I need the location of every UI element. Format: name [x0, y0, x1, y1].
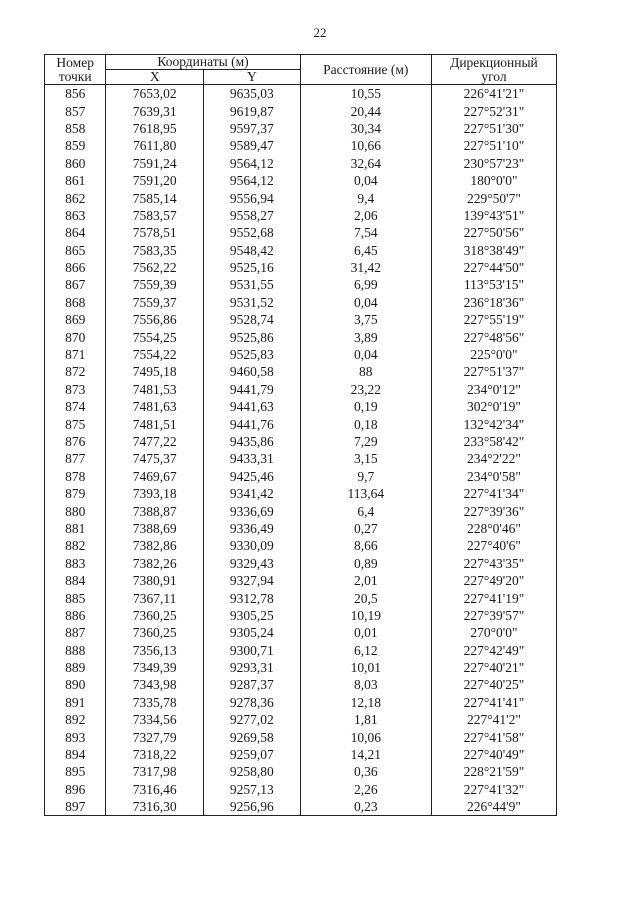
- direction-angle-cell: 227°42'49": [431, 642, 556, 659]
- y-coordinate-cell: 9300,71: [204, 642, 301, 659]
- distance-cell: 2,01: [300, 572, 431, 589]
- table-body: [45, 85, 557, 816]
- direction-angle-cell: 227°51'10": [431, 137, 556, 154]
- direction-angle-cell: 180°0'0": [431, 172, 556, 189]
- y-coordinate-cell: 9552,68: [204, 224, 301, 241]
- point-number-cell: 862: [45, 189, 106, 206]
- table-row: [45, 763, 557, 780]
- y-coordinate-cell: 9336,49: [204, 520, 301, 537]
- direction-angle-cell: 227°51'30": [431, 120, 556, 137]
- y-coordinate-cell: 9564,12: [204, 172, 301, 189]
- point-number-cell: 896: [45, 781, 106, 798]
- y-coordinate-cell: 9336,69: [204, 502, 301, 519]
- table-row: [45, 207, 557, 224]
- x-coordinate-cell: 7382,86: [106, 537, 204, 554]
- coordinates-header: Координаты (м): [106, 55, 300, 70]
- distance-cell: 3,15: [300, 450, 431, 467]
- x-coordinate-cell: 7477,22: [106, 433, 204, 450]
- distance-cell: 0,04: [300, 294, 431, 311]
- point-number-cell: 868: [45, 294, 106, 311]
- point-number-header-line2: точки: [58, 68, 92, 84]
- direction-angle-cell: 227°40'21": [431, 659, 556, 676]
- y-coordinate-cell: 9531,52: [204, 294, 301, 311]
- direction-angle-cell: 227°52'31": [431, 102, 556, 119]
- point-number-cell: 882: [45, 537, 106, 554]
- distance-cell: 6,99: [300, 276, 431, 293]
- point-number-cell: 863: [45, 207, 106, 224]
- direction-angle-cell: 227°49'20": [431, 572, 556, 589]
- point-number-cell: 866: [45, 259, 106, 276]
- x-coordinate-cell: 7393,18: [106, 485, 204, 502]
- table-row: [45, 381, 557, 398]
- table-row: [45, 642, 557, 659]
- x-coordinate-cell: 7316,30: [106, 798, 204, 816]
- x-coordinate-cell: 7562,22: [106, 259, 204, 276]
- direction-angle-cell: 139°43'51": [431, 207, 556, 224]
- direction-angle-cell: 227°40'6": [431, 537, 556, 554]
- distance-cell: 32,64: [300, 155, 431, 172]
- distance-cell: 9,4: [300, 189, 431, 206]
- distance-cell: 6,4: [300, 502, 431, 519]
- x-coordinate-cell: 7316,46: [106, 781, 204, 798]
- point-number-cell: 869: [45, 311, 106, 328]
- y-coordinate-cell: 9277,02: [204, 711, 301, 728]
- direction-angle-cell: 227°41'34": [431, 485, 556, 502]
- point-number-cell: 897: [45, 798, 106, 816]
- point-number-cell: 894: [45, 746, 106, 763]
- y-coordinate-cell: 9597,37: [204, 120, 301, 137]
- x-coordinate-cell: 7382,26: [106, 555, 204, 572]
- direction-angle-cell: 227°40'25": [431, 676, 556, 693]
- y-coordinate-cell: 9441,79: [204, 381, 301, 398]
- table-row: [45, 346, 557, 363]
- distance-cell: 0,23: [300, 798, 431, 816]
- y-coordinate-cell: 9531,55: [204, 276, 301, 293]
- table-row: [45, 485, 557, 502]
- table-row: [45, 102, 557, 119]
- direction-angle-cell: 225°0'0": [431, 346, 556, 363]
- x-coordinate-cell: 7618,95: [106, 120, 204, 137]
- point-number-cell: 888: [45, 642, 106, 659]
- x-coordinate-cell: 7356,13: [106, 642, 204, 659]
- y-coordinate-cell: 9635,03: [204, 85, 301, 103]
- point-number-cell: 886: [45, 607, 106, 624]
- point-number-header-line1: Номер: [56, 54, 94, 70]
- distance-cell: 113,64: [300, 485, 431, 502]
- table-header: [45, 55, 557, 85]
- table-row: [45, 555, 557, 572]
- x-coordinate-cell: 7334,56: [106, 711, 204, 728]
- y-coordinate-cell: 9278,36: [204, 694, 301, 711]
- x-coordinate-cell: 7343,98: [106, 676, 204, 693]
- distance-cell: 0,04: [300, 172, 431, 189]
- point-number-cell: 875: [45, 415, 106, 432]
- direction-angle-header-line2: угол: [481, 68, 507, 84]
- y-coordinate-cell: 9528,74: [204, 311, 301, 328]
- point-number-cell: 873: [45, 381, 106, 398]
- point-number-cell: 856: [45, 85, 106, 103]
- x-coordinate-cell: 7559,39: [106, 276, 204, 293]
- distance-cell: 0,27: [300, 520, 431, 537]
- table-row: [45, 468, 557, 485]
- direction-angle-cell: 227°51'37": [431, 363, 556, 380]
- distance-cell: 0,18: [300, 415, 431, 432]
- table-row: [45, 276, 557, 293]
- y-coordinate-cell: 9329,43: [204, 555, 301, 572]
- table-row: [45, 294, 557, 311]
- x-coordinate-cell: 7349,39: [106, 659, 204, 676]
- distance-cell: 10,19: [300, 607, 431, 624]
- x-coordinate-cell: 7556,86: [106, 311, 204, 328]
- distance-cell: 88: [300, 363, 431, 380]
- point-number-header: [45, 55, 106, 85]
- x-coordinate-cell: 7388,69: [106, 520, 204, 537]
- x-coordinate-cell: 7611,80: [106, 137, 204, 154]
- direction-angle-cell: 227°44'50": [431, 259, 556, 276]
- direction-angle-cell: 230°57'23": [431, 155, 556, 172]
- table-row: [45, 676, 557, 693]
- distance-cell: 3,75: [300, 311, 431, 328]
- point-number-cell: 891: [45, 694, 106, 711]
- direction-angle-cell: 132°42'34": [431, 415, 556, 432]
- direction-angle-cell: 226°44'9": [431, 798, 556, 816]
- direction-angle-cell: 227°39'36": [431, 502, 556, 519]
- direction-angle-cell: 318°38'49": [431, 242, 556, 259]
- x-coordinate-cell: 7583,57: [106, 207, 204, 224]
- table-row: [45, 120, 557, 137]
- distance-cell: 2,06: [300, 207, 431, 224]
- point-number-cell: 881: [45, 520, 106, 537]
- x-coordinate-cell: 7495,18: [106, 363, 204, 380]
- x-coordinate-cell: 7335,78: [106, 694, 204, 711]
- x-coordinate-cell: 7481,63: [106, 398, 204, 415]
- table-row: [45, 607, 557, 624]
- point-number-cell: 889: [45, 659, 106, 676]
- table-row: [45, 85, 557, 103]
- y-coordinate-cell: 9287,37: [204, 676, 301, 693]
- direction-angle-cell: 227°48'56": [431, 328, 556, 345]
- y-coordinate-cell: 9341,42: [204, 485, 301, 502]
- direction-angle-cell: 113°53'15": [431, 276, 556, 293]
- point-number-cell: 879: [45, 485, 106, 502]
- table-row: [45, 711, 557, 728]
- point-number-cell: 874: [45, 398, 106, 415]
- table-row: [45, 746, 557, 763]
- point-number-cell: 872: [45, 363, 106, 380]
- distance-cell: 6,45: [300, 242, 431, 259]
- point-number-cell: 885: [45, 589, 106, 606]
- table-row: [45, 189, 557, 206]
- x-coordinate-cell: 7481,51: [106, 415, 204, 432]
- distance-cell: 10,66: [300, 137, 431, 154]
- point-number-cell: 858: [45, 120, 106, 137]
- distance-cell: 0,01: [300, 624, 431, 641]
- x-coordinate-cell: 7388,87: [106, 502, 204, 519]
- x-coordinate-cell: 7360,25: [106, 624, 204, 641]
- point-number-cell: 867: [45, 276, 106, 293]
- x-coordinate-cell: 7317,98: [106, 763, 204, 780]
- table-row: [45, 155, 557, 172]
- x-coordinate-cell: 7475,37: [106, 450, 204, 467]
- y-coordinate-cell: 9305,24: [204, 624, 301, 641]
- table-row: [45, 328, 557, 345]
- table-row: [45, 572, 557, 589]
- page-number: 22: [313, 25, 327, 40]
- direction-angle-cell: 227°50'56": [431, 224, 556, 241]
- table-row: [45, 537, 557, 554]
- table-row: [45, 433, 557, 450]
- y-coordinate-cell: 9425,46: [204, 468, 301, 485]
- direction-angle-header: [431, 55, 556, 85]
- distance-header: Расстояние (м): [300, 55, 431, 85]
- y-coordinate-cell: 9441,76: [204, 415, 301, 432]
- direction-angle-cell: 227°55'19": [431, 311, 556, 328]
- y-coordinate-cell: 9589,47: [204, 137, 301, 154]
- table-row: [45, 624, 557, 641]
- x-coordinate-cell: 7583,35: [106, 242, 204, 259]
- direction-angle-cell: 227°41'19": [431, 589, 556, 606]
- x-coordinate-cell: 7591,20: [106, 172, 204, 189]
- y-coordinate-cell: 9525,16: [204, 259, 301, 276]
- direction-angle-cell: 227°40'49": [431, 746, 556, 763]
- distance-cell: 7,29: [300, 433, 431, 450]
- y-coordinate-cell: 9327,94: [204, 572, 301, 589]
- x-coordinate-cell: 7653,02: [106, 85, 204, 103]
- x-coordinate-cell: 7380,91: [106, 572, 204, 589]
- point-number-cell: 880: [45, 502, 106, 519]
- y-coordinate-cell: 9525,86: [204, 328, 301, 345]
- distance-cell: 10,55: [300, 85, 431, 103]
- x-header: X: [106, 70, 204, 85]
- header-row: [45, 55, 557, 70]
- table-row: [45, 798, 557, 816]
- x-coordinate-cell: 7327,79: [106, 728, 204, 745]
- x-coordinate-cell: 7367,11: [106, 589, 204, 606]
- point-number-cell: 857: [45, 102, 106, 119]
- table-row: [45, 259, 557, 276]
- direction-angle-cell: 227°41'41": [431, 694, 556, 711]
- distance-cell: 8,66: [300, 537, 431, 554]
- x-coordinate-cell: 7585,14: [106, 189, 204, 206]
- point-number-cell: 883: [45, 555, 106, 572]
- direction-angle-cell: 227°39'57": [431, 607, 556, 624]
- direction-angle-cell: 236°18'36": [431, 294, 556, 311]
- y-coordinate-cell: 9269,58: [204, 728, 301, 745]
- y-coordinate-cell: 9257,13: [204, 781, 301, 798]
- direction-angle-cell: 227°41'2": [431, 711, 556, 728]
- point-number-cell: 864: [45, 224, 106, 241]
- distance-cell: 8,03: [300, 676, 431, 693]
- x-coordinate-cell: 7469,67: [106, 468, 204, 485]
- distance-cell: 31,42: [300, 259, 431, 276]
- direction-angle-cell: 228°21'59": [431, 763, 556, 780]
- table-row: [45, 242, 557, 259]
- x-coordinate-cell: 7318,22: [106, 746, 204, 763]
- distance-cell: 6,12: [300, 642, 431, 659]
- y-coordinate-cell: 9433,31: [204, 450, 301, 467]
- y-coordinate-cell: 9312,78: [204, 589, 301, 606]
- x-coordinate-cell: 7578,51: [106, 224, 204, 241]
- y-coordinate-cell: 9564,12: [204, 155, 301, 172]
- table-row: [45, 224, 557, 241]
- direction-angle-cell: 234°2'22": [431, 450, 556, 467]
- direction-angle-cell: 226°41'21": [431, 85, 556, 103]
- y-coordinate-cell: 9525,83: [204, 346, 301, 363]
- distance-cell: 3,89: [300, 328, 431, 345]
- direction-angle-header-line1: Дирекционный: [450, 54, 538, 70]
- y-coordinate-cell: 9259,07: [204, 746, 301, 763]
- direction-angle-cell: 227°41'58": [431, 728, 556, 745]
- point-number-cell: 870: [45, 328, 106, 345]
- y-coordinate-cell: 9441,63: [204, 398, 301, 415]
- point-number-cell: 865: [45, 242, 106, 259]
- x-coordinate-cell: 7639,31: [106, 102, 204, 119]
- direction-angle-cell: 227°41'32": [431, 781, 556, 798]
- y-coordinate-cell: 9460,58: [204, 363, 301, 380]
- table-row: [45, 520, 557, 537]
- y-coordinate-cell: 9435,86: [204, 433, 301, 450]
- distance-cell: 0,36: [300, 763, 431, 780]
- direction-angle-cell: 228°0'46": [431, 520, 556, 537]
- distance-cell: 10,06: [300, 728, 431, 745]
- table-row: [45, 363, 557, 380]
- point-number-cell: 861: [45, 172, 106, 189]
- table-row: [45, 172, 557, 189]
- table-row: [45, 589, 557, 606]
- direction-angle-cell: 227°43'35": [431, 555, 556, 572]
- point-number-cell: 884: [45, 572, 106, 589]
- distance-cell: 20,44: [300, 102, 431, 119]
- point-number-cell: 877: [45, 450, 106, 467]
- distance-cell: 10,01: [300, 659, 431, 676]
- table-row: [45, 450, 557, 467]
- y-coordinate-cell: 9305,25: [204, 607, 301, 624]
- point-number-cell: 887: [45, 624, 106, 641]
- table-row: [45, 311, 557, 328]
- x-coordinate-cell: 7591,24: [106, 155, 204, 172]
- point-number-cell: 876: [45, 433, 106, 450]
- distance-cell: 30,34: [300, 120, 431, 137]
- distance-cell: 14,21: [300, 746, 431, 763]
- table-row: [45, 728, 557, 745]
- direction-angle-cell: 270°0'0": [431, 624, 556, 641]
- y-coordinate-cell: 9258,80: [204, 763, 301, 780]
- point-number-cell: 892: [45, 711, 106, 728]
- y-coordinate-cell: 9558,27: [204, 207, 301, 224]
- distance-cell: 0,19: [300, 398, 431, 415]
- distance-cell: 20,5: [300, 589, 431, 606]
- table-row: [45, 694, 557, 711]
- table-row: [45, 398, 557, 415]
- table-row: [45, 137, 557, 154]
- distance-cell: 2,26: [300, 781, 431, 798]
- y-header: Y: [204, 70, 301, 85]
- distance-cell: 0,89: [300, 555, 431, 572]
- distance-cell: 12,18: [300, 694, 431, 711]
- x-coordinate-cell: 7554,25: [106, 328, 204, 345]
- x-coordinate-cell: 7481,53: [106, 381, 204, 398]
- point-number-cell: 895: [45, 763, 106, 780]
- distance-cell: 9,7: [300, 468, 431, 485]
- distance-cell: 1,81: [300, 711, 431, 728]
- x-coordinate-cell: 7360,25: [106, 607, 204, 624]
- direction-angle-cell: 234°0'58": [431, 468, 556, 485]
- y-coordinate-cell: 9548,42: [204, 242, 301, 259]
- point-number-cell: 871: [45, 346, 106, 363]
- point-number-cell: 859: [45, 137, 106, 154]
- point-number-cell: 860: [45, 155, 106, 172]
- distance-cell: 7,54: [300, 224, 431, 241]
- table-row: [45, 781, 557, 798]
- x-coordinate-cell: 7554,22: [106, 346, 204, 363]
- x-coordinate-cell: 7559,37: [106, 294, 204, 311]
- y-coordinate-cell: 9256,96: [204, 798, 301, 816]
- coordinates-table: [44, 54, 557, 816]
- y-coordinate-cell: 9556,94: [204, 189, 301, 206]
- direction-angle-cell: 229°50'7": [431, 189, 556, 206]
- distance-cell: 0,04: [300, 346, 431, 363]
- y-coordinate-cell: 9330,09: [204, 537, 301, 554]
- point-number-cell: 890: [45, 676, 106, 693]
- table-row: [45, 502, 557, 519]
- y-coordinate-cell: 9619,87: [204, 102, 301, 119]
- direction-angle-cell: 233°58'42": [431, 433, 556, 450]
- point-number-cell: 893: [45, 728, 106, 745]
- distance-cell: 23,22: [300, 381, 431, 398]
- direction-angle-cell: 234°0'12": [431, 381, 556, 398]
- table-row: [45, 415, 557, 432]
- direction-angle-cell: 302°0'19": [431, 398, 556, 415]
- point-number-cell: 878: [45, 468, 106, 485]
- table-row: [45, 659, 557, 676]
- y-coordinate-cell: 9293,31: [204, 659, 301, 676]
